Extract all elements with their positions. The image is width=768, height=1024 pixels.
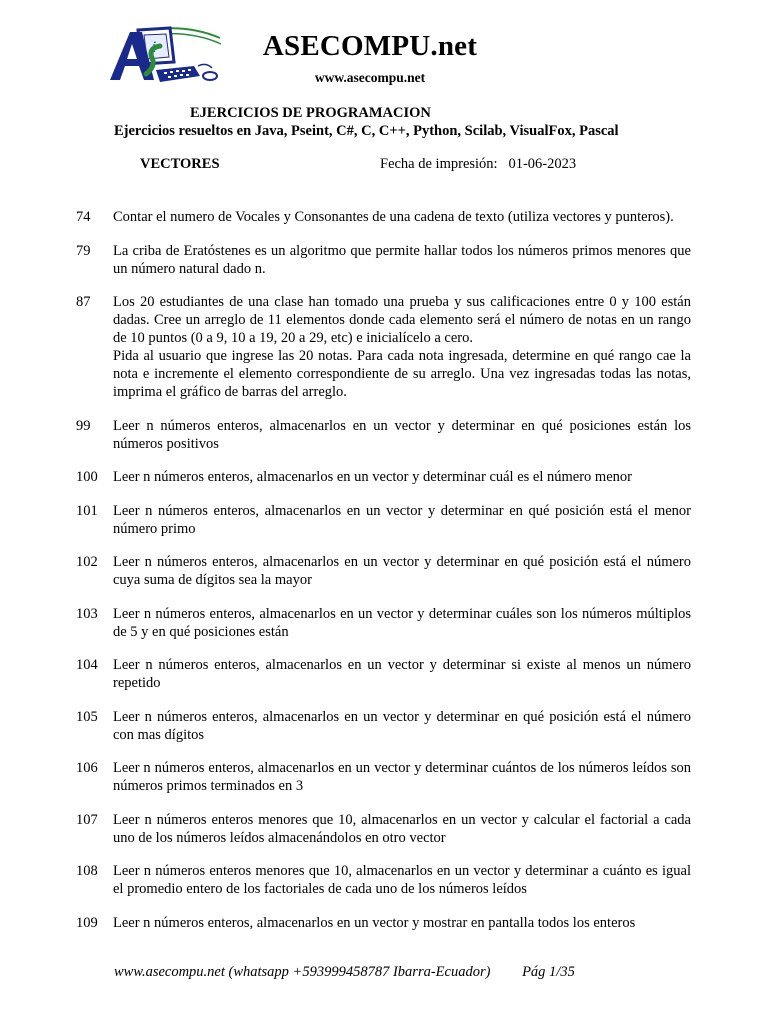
- exercise-number: 108: [76, 863, 98, 879]
- exercise-text: Leer n números enteros, almacenarlos en un vector y determinar cuáles son los números múltiplos de 5 y en qué posiciones están: [113, 605, 691, 640]
- site-url-link[interactable]: www.asecompu.net: [314, 70, 426, 85]
- exercise-item: [0, 417, 768, 453]
- section-name: VECTORES: [140, 156, 220, 172]
- exercise-number: 105: [76, 708, 98, 725]
- exercise-text: Leer n números enteros, almacenarlos en un vector y determinar en qué posición está el número cuya suma de dígitos sea la mayor: [113, 554, 691, 588]
- exercise-item: [0, 914, 768, 932]
- exercise-list: [0, 208, 768, 947]
- exercise-number: 107: [76, 811, 98, 828]
- exercise-number: 104: [76, 657, 98, 673]
- exercise-item: [0, 862, 768, 898]
- site-title: ASECOMPU.net: [262, 30, 478, 62]
- exercise-item: [0, 208, 768, 226]
- print-date-value: 01-06-2023: [508, 156, 577, 172]
- exercise-text: Contar el numero de Vocales y Consonantes de una cadena de texto (utiliza vectores y punteros).: [113, 209, 674, 225]
- exercise-text: Leer n números enteros, almacenarlos en un vector y determinar cuántos de los números leídos son números primos terminados en 3: [113, 760, 691, 794]
- svg-text:i: i: [152, 40, 157, 56]
- print-date-label: Fecha de impresión:: [380, 156, 498, 172]
- exercise-item: [0, 293, 768, 401]
- exercise-number: 100: [76, 469, 98, 485]
- asecompu-computer-logo-icon: [108, 22, 224, 84]
- exercise-item: [0, 759, 768, 795]
- exercise-item: [0, 553, 768, 589]
- exercise-item: [0, 605, 768, 641]
- exercise-text: Leer n números enteros, almacenarlos en un vector y determinar en qué posición está el número con mas dígitos: [113, 708, 691, 743]
- exercise-text: Leer n números enteros, almacenarlos en un vector y determinar en qué posiciones están los números positivos: [113, 417, 691, 452]
- document-title: EJERCICIOS DE PROGRAMACION: [190, 105, 431, 121]
- exercise-item: [0, 502, 768, 538]
- exercise-number: 109: [76, 914, 98, 931]
- exercise-number: 99: [76, 417, 91, 434]
- exercise-item: [0, 811, 768, 847]
- exercise-item: [0, 242, 768, 278]
- exercise-text: Leer n números enteros menores que 10, almacenarlos en un vector y determinar a cuánto es igual el promedio entero de los factoriales de cada uno de los números leídos: [113, 863, 691, 897]
- exercise-number: 79: [76, 242, 91, 259]
- exercise-text: La criba de Eratóstenes es un algoritmo que permite hallar todos los números primos menores que un número natural dado n.: [113, 242, 691, 277]
- exercise-text: Leer n números enteros menores que 10, almacenarlos en un vector y calcular el factorial a cada uno de los números leídos almacenándolos en otro vector: [113, 811, 691, 846]
- exercise-number: 102: [76, 554, 98, 570]
- exercise-number: 101: [76, 502, 98, 519]
- exercise-number: 74: [76, 209, 91, 225]
- exercise-number: 103: [76, 605, 98, 622]
- document-subtitle: Ejercicios resueltos en Java, Pseint, C#, C, C++, Python, Scilab, VisualFox, Pascal: [114, 123, 619, 139]
- exercise-item: [0, 656, 768, 692]
- exercise-number: 87: [76, 294, 91, 310]
- exercise-text: Leer n números enteros, almacenarlos en un vector y determinar si existe al menos un número repetido: [113, 657, 691, 691]
- print-date: [380, 156, 576, 173]
- exercise-text: Leer n números enteros, almacenarlos en un vector y determinar en qué posición está el menor número primo: [113, 502, 691, 537]
- page-number: Pág 1/35: [522, 964, 575, 980]
- page-footer: [114, 964, 575, 981]
- exercise-item: [0, 468, 768, 486]
- exercise-text: Leer n números enteros, almacenarlos en un vector y mostrar en pantalla todos los enteros: [113, 914, 636, 931]
- exercise-text: Los 20 estudiantes de una clase han tomado una prueba y sus calificaciones entre 0 y 100 están dadas. Cree un arreglo de 11 elementos donde cada elemento será el número de notas en un rango de 10 puntos (0 a 9, 10 a 19, 20 a 29, etc) e inicialícelo a cero. Pida al usuario que ingrese las 20 notas. Para cada nota ingresada, determine en qué rango cae la nota e incremente el elemento correspondiente de su arreglo. Una vez ingresadas todas las notas, imprima el gráfico de barras del arreglo.: [113, 294, 691, 400]
- exercise-text: Leer n números enteros, almacenarlos en un vector y determinar cuál es el número menor: [113, 469, 632, 485]
- exercise-number: 106: [76, 760, 98, 776]
- exercise-item: [0, 708, 768, 744]
- footer-contact: www.asecompu.net (whatsapp +593999458787 Ibarra-Ecuador): [114, 964, 491, 980]
